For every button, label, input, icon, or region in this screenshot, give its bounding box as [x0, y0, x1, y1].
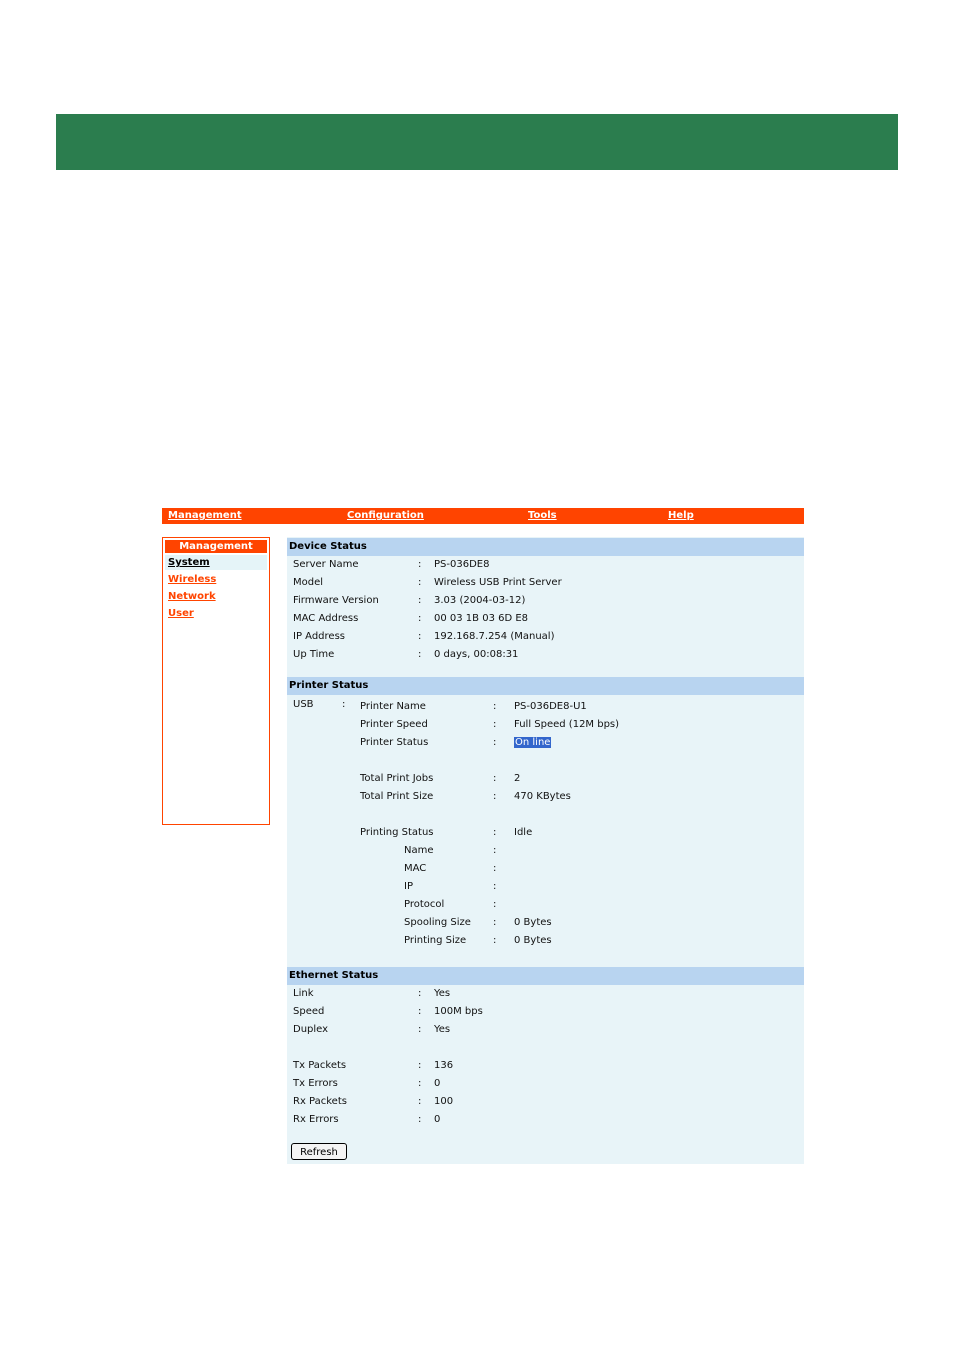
job-row-value: 0 Bytes	[514, 917, 552, 928]
separator: :	[418, 1024, 422, 1035]
job-row-label: Spooling Size	[404, 917, 471, 928]
ethernet-row-label: Tx Errors	[293, 1078, 338, 1089]
separator: :	[418, 613, 422, 624]
printer-row-label: Printer Status	[360, 737, 429, 748]
printer-row-label: Printer Speed	[360, 719, 428, 730]
sidebar-header: Management	[165, 540, 267, 553]
separator: :	[418, 988, 422, 999]
device-status-header: Device Status	[287, 538, 804, 556]
printer-status-value	[514, 737, 551, 749]
printer-row-value: 470 KBytes	[514, 791, 571, 802]
printer-row-label: Printer Name	[360, 701, 426, 712]
ethernet-row-value: Yes	[434, 1024, 451, 1035]
ethernet-row-value: 100M bps	[434, 1006, 483, 1017]
device-row-label: Firmware Version	[293, 595, 379, 606]
separator: :	[418, 1006, 422, 1017]
job-row-label: Protocol	[404, 899, 445, 910]
separator: :	[418, 1114, 422, 1125]
printer-port-label: USB	[293, 699, 314, 710]
job-row-label: Name	[404, 845, 434, 856]
printer-row-value: PS-036DE8-U1	[514, 701, 587, 712]
separator: :	[493, 863, 497, 874]
separator: :	[493, 791, 497, 802]
sidebar-item-system[interactable]: System	[165, 555, 267, 570]
separator: :	[418, 595, 422, 606]
separator: :	[418, 1096, 422, 1107]
ethernet-row-label: Rx Packets	[293, 1096, 347, 1107]
separator: :	[493, 899, 497, 910]
printer-row-value: 2	[514, 773, 521, 784]
separator: :	[418, 649, 422, 660]
separator: :	[418, 559, 422, 570]
separator: :	[493, 917, 497, 928]
refresh-button[interactable]: Refresh	[291, 1143, 347, 1160]
ethernet-row-value: 100	[434, 1096, 454, 1107]
ethernet-row-label: Speed	[293, 1006, 325, 1017]
nav-management[interactable]: Management	[168, 510, 242, 521]
device-row-value: 00 03 1B 03 6D E8	[434, 613, 529, 624]
device-row-value: Wireless USB Print Server	[434, 577, 562, 588]
top-nav-bar	[162, 508, 804, 524]
ethernet-row-value: 0	[434, 1114, 441, 1125]
separator: :	[493, 845, 497, 856]
separator: :	[418, 1078, 422, 1089]
nav-configuration[interactable]: Configuration	[347, 510, 424, 521]
ethernet-row-label: Rx Errors	[293, 1114, 339, 1125]
device-row-label: Up Time	[293, 649, 335, 660]
header-banner	[56, 114, 898, 170]
ethernet-row-label: Tx Packets	[293, 1060, 347, 1071]
separator: :	[418, 577, 422, 588]
ethernet-row-value: 0	[434, 1078, 441, 1089]
printer-status-highlight: On line	[515, 737, 551, 748]
separator: :	[493, 737, 497, 748]
device-row-value: 192.168.7.254 (Manual)	[434, 631, 555, 642]
printer-row-label: Total Print Jobs	[360, 773, 434, 784]
printer-row-label: Printing Status	[360, 827, 434, 838]
separator: :	[342, 699, 346, 710]
ethernet-row-value: Yes	[434, 988, 451, 999]
printer-row-value: Idle	[514, 827, 533, 838]
printer-row-value: Full Speed (12M bps)	[514, 719, 620, 730]
separator: :	[493, 701, 497, 712]
nav-help[interactable]: Help	[668, 510, 694, 521]
separator: :	[493, 719, 497, 730]
printer-status-header: Printer Status	[287, 677, 804, 695]
job-row-label: MAC	[404, 863, 427, 874]
ethernet-status-header: Ethernet Status	[287, 967, 804, 985]
device-row-value: PS-036DE8	[434, 559, 490, 570]
device-row-value: 3.03 (2004-03-12)	[434, 595, 526, 606]
sidebar-item-user[interactable]: User	[168, 608, 194, 619]
separator: :	[493, 935, 497, 946]
separator: :	[418, 631, 422, 642]
sidebar	[162, 537, 270, 825]
device-row-label: Model	[293, 577, 324, 588]
sidebar-item-network[interactable]: Network	[168, 591, 216, 602]
nav-tools[interactable]: Tools	[528, 510, 557, 521]
separator: :	[493, 827, 497, 838]
device-row-label: MAC Address	[293, 613, 359, 624]
ethernet-row-value: 136	[434, 1060, 454, 1071]
printer-row-label: Total Print Size	[360, 791, 434, 802]
separator: :	[493, 881, 497, 892]
job-row-label: Printing Size	[404, 935, 467, 946]
ethernet-row-label: Link	[293, 988, 314, 999]
device-row-value: 0 days, 00:08:31	[434, 649, 519, 660]
ethernet-row-label: Duplex	[293, 1024, 329, 1035]
device-row-label: Server Name	[293, 559, 359, 570]
status-panel	[287, 537, 804, 1164]
job-row-label: IP	[404, 881, 413, 892]
job-row-value: 0 Bytes	[514, 935, 552, 946]
device-row-label: IP Address	[293, 631, 345, 642]
separator: :	[418, 1060, 422, 1071]
sidebar-item-wireless[interactable]: Wireless	[168, 574, 217, 585]
separator: :	[493, 773, 497, 784]
